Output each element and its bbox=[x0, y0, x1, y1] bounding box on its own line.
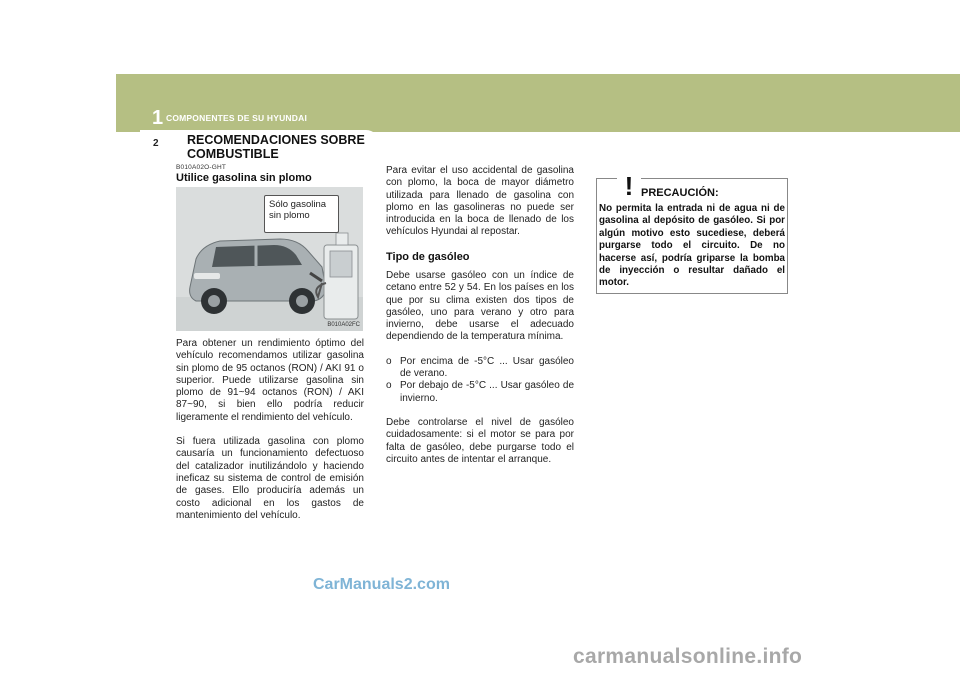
fuel-figure bbox=[176, 187, 363, 331]
chapter-title: COMPONENTES DE SU HYUNDAI bbox=[166, 113, 308, 123]
chapter-banner bbox=[116, 74, 960, 132]
warning-symbol: ! bbox=[624, 171, 634, 199]
watermark-top: CarManuals2.com bbox=[313, 576, 450, 593]
left-paragraph-1: Para obtener un rendimiento óptimo del vehículo recomendamos utilizar gasolina sin plomo de 95 octanos (RON) / AKI 91 o superior. Puede utilizarse gasolina sin plomo de 91~94 octanos (RON) / AKI 87~90, si bien ello podría reducir ligeramente el rendimiento del vehículo. bbox=[176, 338, 364, 423]
caution-title: PRECAUCIÓN: bbox=[641, 187, 719, 199]
warning-icon bbox=[615, 169, 643, 199]
section-title: RECOMENDACIONES SOBRE COMBUSTIBLE bbox=[187, 133, 365, 161]
figure-code: B010A02FC bbox=[327, 322, 360, 328]
left-body bbox=[176, 338, 364, 534]
middle-paragraph: Debe usarse gasóleo con un índice de cetano entre 52 y 54. En los países en los que por su clima existen dos tipos de gasóleo, uno para verano y otro para invierno, debe usarse el adecuado dependiendo de la temperatura mínima. bbox=[386, 270, 574, 343]
section-code: B010A02O-GHT bbox=[176, 164, 227, 171]
page-number: 2 bbox=[153, 138, 159, 149]
watermark-bottom: carmanualsonline.info bbox=[573, 645, 803, 668]
middle-body bbox=[386, 270, 574, 478]
bullet-mark: o bbox=[386, 380, 392, 392]
chapter-number: 1 bbox=[152, 107, 164, 129]
middle-intro: Para evitar el uso accidental de gasolina con plomo, la boca de mayor diámetro utilizada para llenado de gasolina con plomo en las gasolineras no puede ser introducida en la boca de llenado de los vehículos Hyundai al repostar. bbox=[386, 165, 574, 238]
left-paragraph-2: Si fuera utilizada gasolina con plomo causaría un funcionamiento defectuoso del catalizador inutilizándolo y haciendo ineficaz su sistema de control de emisión de gases. Ello produciría además un costo adicional en los gastos de mantenimiento del vehículo. bbox=[176, 436, 364, 521]
unleaded-callout: Sólo gasolina sin plomo bbox=[264, 195, 339, 233]
bullet-text: Por debajo de -5°C ... Usar gasóleo de invierno. bbox=[400, 380, 574, 404]
caution-box bbox=[596, 171, 788, 294]
middle-heading: Tipo de gasóleo bbox=[386, 251, 470, 263]
caution-text: No permita la entrada ni de agua ni de gasolina al depósito de gasóleo. Si por algún motivo esto sucediese, deberá purgarse todo el circuito. De no hacerse así, podría griparse la bomba de inyección o resultar dañado el motor. bbox=[599, 203, 785, 289]
bullet-mark: o bbox=[386, 355, 392, 367]
bullet-item bbox=[386, 356, 574, 381]
bullet-text: Por encima de -5°C ... Usar gasóleo de verano. bbox=[400, 355, 574, 380]
bullet-item bbox=[386, 380, 574, 405]
left-heading: Utilice gasolina sin plomo bbox=[176, 172, 312, 184]
middle-closing: Debe controlarse el nivel de gasóleo cuidadosamente: si el motor se para por falta de gasóleo, debe purgarse todo el circuito antes de intentar el arranque. bbox=[386, 416, 574, 465]
